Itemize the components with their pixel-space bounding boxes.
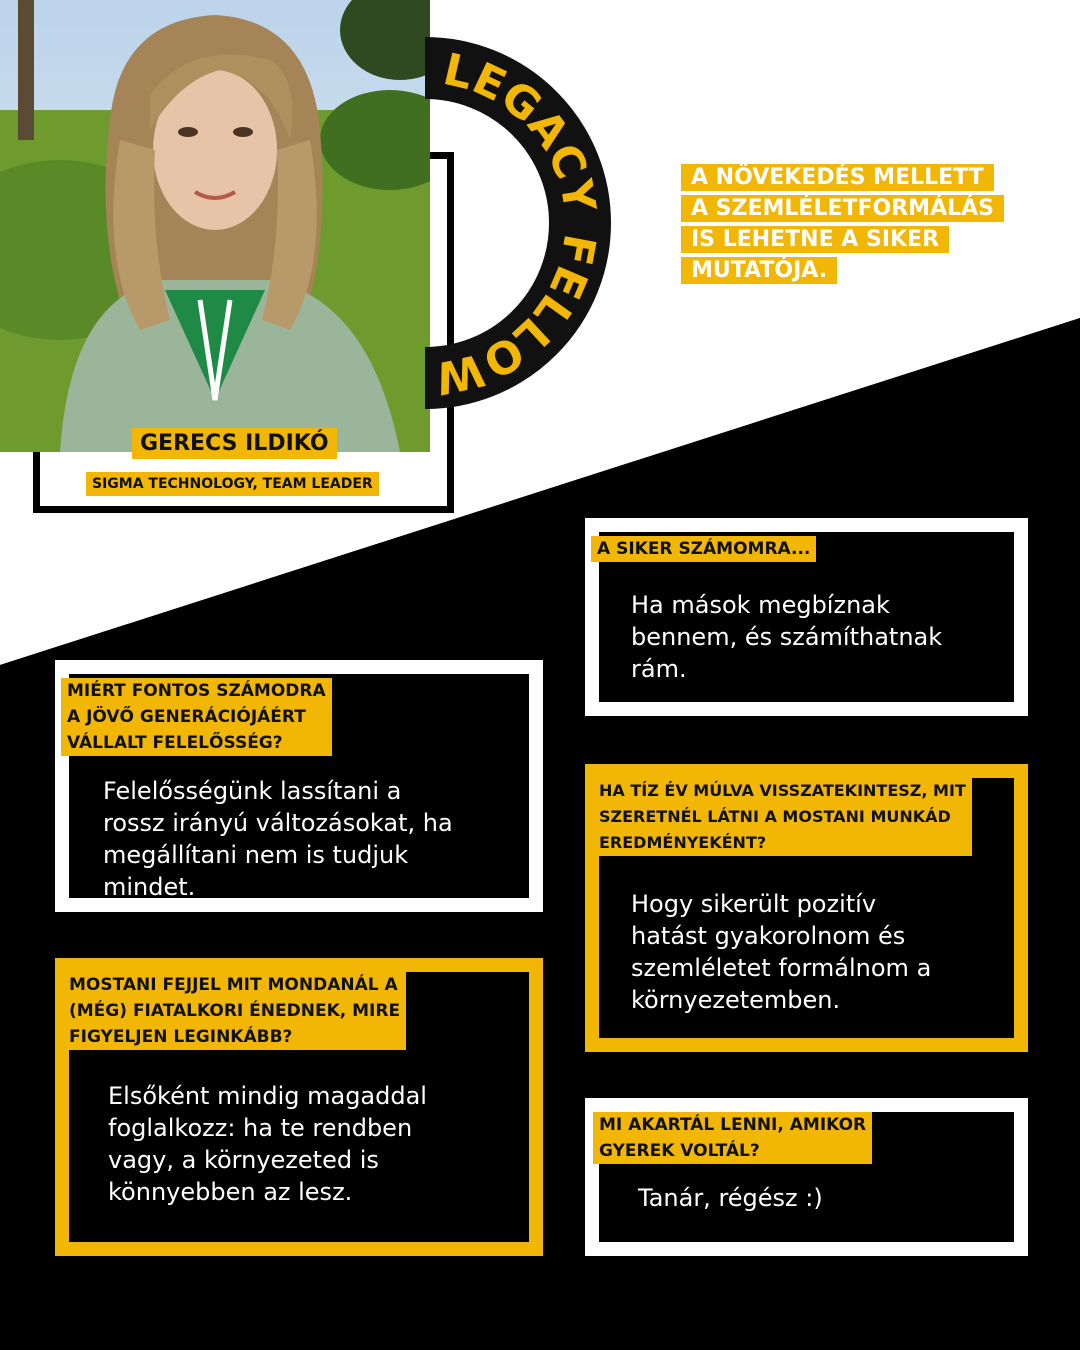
answer-text: Felelősségünk lassítani a rossz irányú változásokat, ha megállítani nem is tudjuk mindet. (103, 777, 453, 901)
legacy-fellow-badge (370, 30, 660, 420)
headline-line-2: A SZEMLÉLETFORMÁLÁS (681, 195, 1004, 222)
qa-card-younger-self (55, 958, 543, 1256)
answer-text: Elsőként mindig magaddal foglalkozz: ha te rendben vagy, a környezeted is könnyebben az lesz. (108, 1082, 427, 1206)
question-label: MIÉRT FONTOS SZÁMODRA A JÖVŐ GENERÁCIÓJÁÉRT VÁLLALT FELELŐSSÉG? (61, 678, 332, 756)
badge-text: LEGACY FELLOW (426, 44, 606, 405)
headline-line-1: A NÖVEKEDÉS MELLETT (681, 164, 994, 191)
answer-text: Hogy sikerült pozitív hatást gyakorolnom és szemléletet formálnom a környezetemben. (631, 890, 932, 1014)
answer-text: Ha mások megbíznak bennem, és számíthatnak rám. (631, 591, 943, 683)
qa-card-success (585, 518, 1028, 716)
profile-role: SIGMA TECHNOLOGY, TEAM LEADER (86, 472, 379, 496)
question-label: A SIKER SZÁMOMRA... (591, 536, 816, 562)
qa-card-childhood (585, 1098, 1028, 1256)
question-label: MOSTANI FEJJEL MIT MONDANÁL A (MÉG) FIATALKORI ÉNEDNEK, MIRE FIGYELJEN LEGINKÁBB? (63, 972, 406, 1050)
profile-name: GERECS ILDIKÓ (132, 428, 337, 459)
qa-card-responsibility (55, 660, 543, 912)
question-label: MI AKARTÁL LENNI, AMIKOR GYEREK VOLTÁL? (593, 1112, 872, 1164)
headline (681, 162, 1041, 286)
qa-card-ten-years (585, 764, 1028, 1052)
headline-line-4: MUTATÓJA. (681, 257, 837, 284)
answer-text: Tanár, régész :) (638, 1184, 823, 1212)
question-label: HA TÍZ ÉV MÚLVA VISSZATEKINTESZ, MIT SZERETNÉL LÁTNI A MOSTANI MUNKÁD EREDMÉNYEKÉNT? (593, 778, 972, 856)
profile-photo (0, 0, 430, 452)
headline-line-3: IS LEHETNE A SIKER (681, 226, 949, 253)
